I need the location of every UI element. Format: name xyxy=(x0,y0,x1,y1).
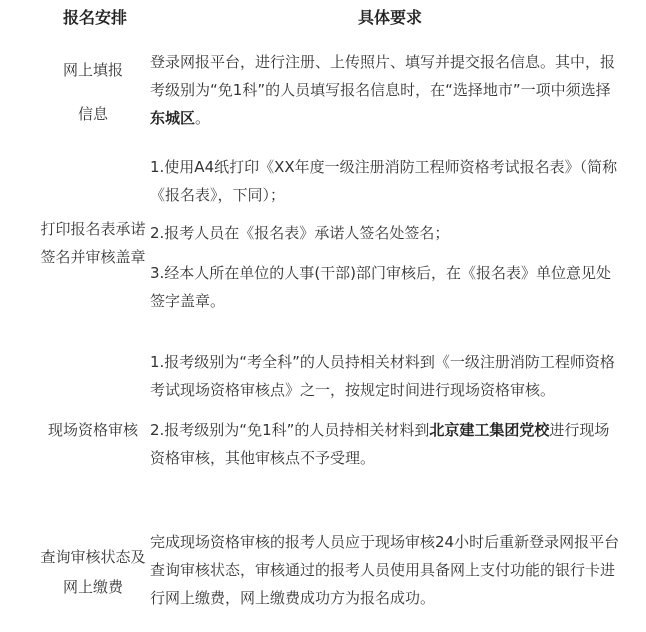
row1-label xyxy=(30,56,156,128)
row1-para1-end: 。 xyxy=(195,109,211,127)
row2-para1: 1.使用A4纸打印《XX年度一级注册消防工程师资格考试报名表》（简称《报名表》，下同）； xyxy=(150,158,618,204)
row4-label xyxy=(30,543,156,601)
row4-label-line1: 查询审核状态及 xyxy=(40,548,146,566)
row3-para2-text: 2.报考级别为“免1科”的人员持相关材料到 xyxy=(150,421,430,439)
header-requirements: 具体要求 xyxy=(357,8,422,27)
row2-label-line2: 签名并审核盖章 xyxy=(40,248,146,266)
row3-label xyxy=(30,416,156,444)
row2-para3: 3.经本人所在单位的人事(干部)部门审核后，在《报名表》单位意见处签字盖章。 xyxy=(150,264,612,310)
row4-para1: 完成现场资格审核的报考人员应于现场审核24小时后重新登录网报平台查询审核状态，审核通过的报考人员使用具备网上支付功能的银行卡进行网上缴费，网上缴费成功方为报名成功。 xyxy=(150,533,620,607)
row1-label-line1: 网上填报 xyxy=(62,61,123,79)
row4-content xyxy=(150,528,620,612)
row1-para1-text: 登录网报平台，进行注册、上传照片、填写并提交报名信息。其中，报考级别为“免1科”的人员填写报名信息时，在“选择地市”一项中须选择 xyxy=(150,53,616,99)
row3-para2 xyxy=(150,416,620,472)
row3-para1: 1.报考级别为“考全科”的人员持相关材料到《一级注册消防工程师资格考试现场资格审核点》之一，按规定时间进行现场资格审核。 xyxy=(150,353,615,399)
row2-para2: 2.报考人员在《报名表》承诺人签名处签名； xyxy=(150,224,450,242)
row1-para1 xyxy=(150,48,620,132)
row1-content xyxy=(150,48,620,132)
row3-bold-school: 北京建工集团党校 xyxy=(429,421,550,439)
row2-content xyxy=(150,153,620,315)
row2-label-line1: 打印报名表承诺 xyxy=(40,220,146,238)
header-arrangement: 报名安排 xyxy=(62,8,127,27)
row3-para2-end: 进行现场资格审核，其他审核点不予受理。 xyxy=(150,421,610,467)
row3-content xyxy=(150,348,620,472)
row3-label-line1: 现场资格审核 xyxy=(47,421,138,439)
row4-label-line2: 网上缴费 xyxy=(62,578,123,596)
row1-bold-district: 东城区 xyxy=(150,109,196,127)
row1-label-line2: 信息 xyxy=(77,105,108,123)
row2-label xyxy=(30,215,156,271)
